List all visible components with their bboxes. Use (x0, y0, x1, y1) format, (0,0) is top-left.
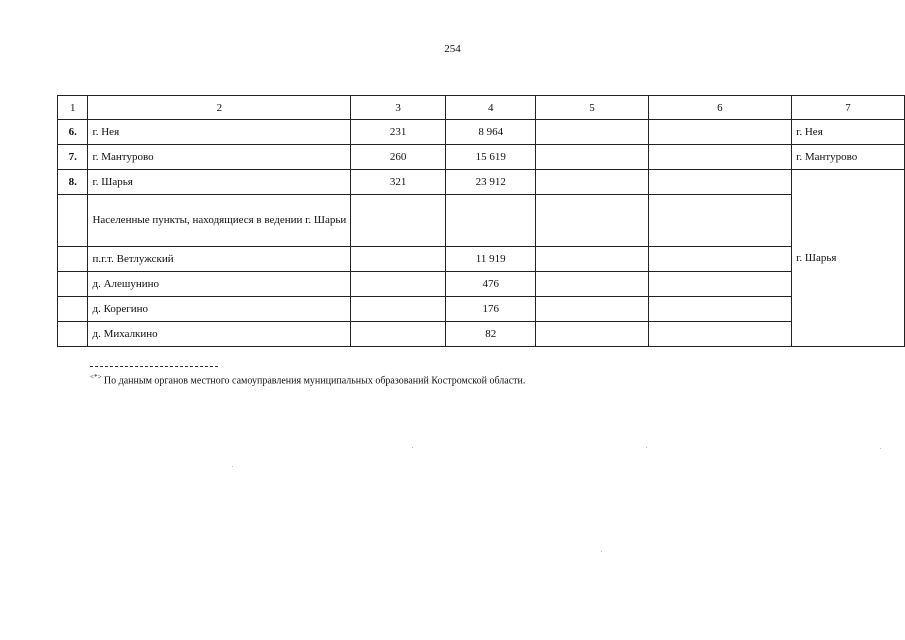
cell-col4: 476 (446, 272, 536, 297)
header-cell: 2 (88, 96, 351, 120)
cell-col6 (648, 297, 791, 322)
cell-col4: 23 912 (446, 170, 536, 195)
footnote-separator (90, 366, 218, 367)
cell-col4: 176 (446, 297, 536, 322)
cell-col5 (536, 195, 648, 247)
cell-col3 (351, 322, 446, 347)
settlement-name: д. Корегино (88, 297, 351, 322)
row-number (58, 195, 88, 247)
settlement-name: п.г.т. Ветлужский (88, 247, 351, 272)
row-number (58, 322, 88, 347)
cell-col5 (536, 322, 648, 347)
cell-col4: 82 (446, 322, 536, 347)
cell-col6 (648, 120, 791, 145)
cell-col4: 8 964 (446, 120, 536, 145)
cell-col5 (536, 247, 648, 272)
settlement-name: г. Шарья (88, 170, 351, 195)
cell-col5 (536, 145, 648, 170)
scan-speck (646, 447, 647, 448)
cell-col3 (351, 247, 446, 272)
page-number: 254 (444, 43, 461, 55)
settlements-table (57, 95, 905, 347)
header-cell: 1 (58, 96, 88, 120)
settlement-name: г. Мантурово (88, 145, 351, 170)
cell-col6 (648, 247, 791, 272)
cell-col3 (351, 272, 446, 297)
cell-col7: г. Нея (792, 120, 905, 145)
row-number: 6. (58, 120, 88, 145)
cell-col7-merged: г. Шарья (792, 170, 905, 347)
cell-col4: 15 619 (446, 145, 536, 170)
cell-col6 (648, 145, 791, 170)
row-number (58, 272, 88, 297)
scan-speck (232, 466, 233, 467)
settlement-name: д. Михалкино (88, 322, 351, 347)
cell-col6 (648, 322, 791, 347)
table-row (58, 247, 905, 272)
cell-col5 (536, 297, 648, 322)
cell-col4: 11 919 (446, 247, 536, 272)
scan-speck (601, 551, 602, 552)
cell-col6 (648, 195, 791, 247)
table-row (58, 170, 905, 195)
cell-col3: 231 (351, 120, 446, 145)
table-row (58, 297, 905, 322)
table-row (58, 195, 905, 247)
header-cell: 5 (536, 96, 648, 120)
cell-col3 (351, 297, 446, 322)
settlement-name: д. Алешунино (88, 272, 351, 297)
row-number: 8. (58, 170, 88, 195)
table-row (58, 120, 905, 145)
scan-speck (412, 447, 413, 448)
cell-col3: 321 (351, 170, 446, 195)
footnote-text: По данным органов местного самоуправления муниципальных образований Костромской области. (103, 375, 526, 387)
cell-col5 (536, 272, 648, 297)
table-row (58, 145, 905, 170)
table-row (58, 322, 905, 347)
table-row (58, 272, 905, 297)
row-number (58, 247, 88, 272)
settlement-name: Населенные пункты, находящиеся в ведении г. Шарьи (88, 195, 351, 247)
cell-col3: 260 (351, 145, 446, 170)
header-cell: 7 (792, 96, 905, 120)
cell-col5 (536, 120, 648, 145)
header-row (58, 96, 905, 120)
cell-col6 (648, 170, 791, 195)
header-cell: 4 (446, 96, 536, 120)
cell-col3 (351, 195, 446, 247)
cell-col4 (446, 195, 536, 247)
footnote-marker: <*> (90, 373, 102, 381)
row-number (58, 297, 88, 322)
cell-col6 (648, 272, 791, 297)
header-cell: 6 (648, 96, 791, 120)
settlement-name: г. Нея (88, 120, 351, 145)
scan-speck (880, 448, 881, 449)
row-number: 7. (58, 145, 88, 170)
header-cell: 3 (351, 96, 446, 120)
cell-col5 (536, 170, 648, 195)
cell-col7: г. Мантурово (792, 145, 905, 170)
footnote (90, 373, 525, 386)
